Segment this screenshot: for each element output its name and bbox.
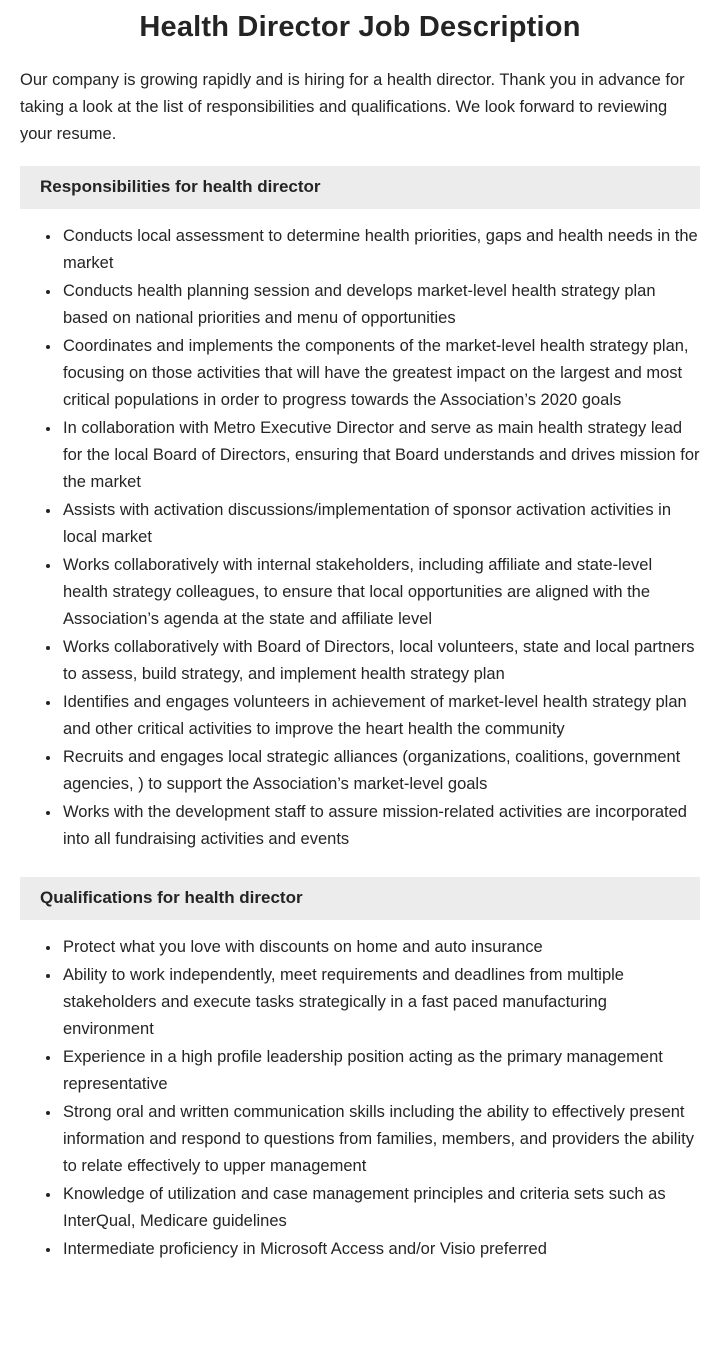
qualifications-section-header: Qualifications for health director <box>20 877 700 920</box>
responsibilities-section-header: Responsibilities for health director <box>20 166 700 209</box>
list-item: • Works collaboratively with internal stakeholders, including affiliate and state-level health strategy colleagues, to ensure that local opportunities are aligned with the Association’s agenda at the state and affiliate level <box>61 552 700 633</box>
list-item: • Experience in a high profile leadership position acting as the primary management representative <box>61 1044 700 1098</box>
list-item: • Works collaboratively with Board of Directors, local volunteers, state and local partners to assess, build strategy, and implement health strategy plan <box>61 634 700 688</box>
list-item: • Identifies and engages volunteers in achievement of market-level health strategy plan and other critical activities to improve the heart health the community <box>61 689 700 743</box>
responsibilities-section <box>20 166 700 853</box>
list-item: • Intermediate proficiency in Microsoft Access and/or Visio preferred <box>61 1236 700 1263</box>
qualifications-list <box>20 934 700 1263</box>
page-title: Health Director Job Description <box>139 11 581 43</box>
intro-paragraph: Our company is growing rapidly and is hiring for a health director. Thank you in advance for taking a look at the list of responsibilities and qualifications. We look forward to reviewing your resume. <box>20 70 685 143</box>
list-item: • Protect what you love with discounts on home and auto insurance <box>61 934 700 961</box>
list-item: • In collaboration with Metro Executive Director and serve as main health strategy lead for the local Board of Directors, ensuring that Board understands and drives mission for the market <box>61 415 700 496</box>
responsibilities-list <box>20 223 700 853</box>
qualifications-section <box>20 877 700 1263</box>
list-item: • Recruits and engages local strategic alliances (organizations, coalitions, government agencies, ) to support the Association’s market-level goals <box>61 744 700 798</box>
list-item: • Assists with activation discussions/implementation of sponsor activation activities in local market <box>61 497 700 551</box>
list-item: • Works with the development staff to assure mission-related activities are incorporated into all fundraising activities and events <box>61 799 700 853</box>
list-item: • Ability to work independently, meet requirements and deadlines from multiple stakeholders and execute tasks strategically in a fast paced manufacturing environment <box>61 962 700 1043</box>
list-item: • Coordinates and implements the components of the market-level health strategy plan, focusing on those activities that will have the greatest impact on the largest and most critical populations in order to progress towards the Association’s 2020 goals <box>61 333 700 414</box>
list-item: • Knowledge of utilization and case management principles and criteria sets such as InterQual, Medicare guidelines <box>61 1181 700 1235</box>
list-item: • Strong oral and written communication skills including the ability to effectively present information and respond to questions from families, members, and providers the ability to relate effectively to upper management <box>61 1099 700 1180</box>
list-item: • Conducts health planning session and develops market-level health strategy plan based on national priorities and menu of opportunities <box>61 278 700 332</box>
list-item: • Conducts local assessment to determine health priorities, gaps and health needs in the market <box>61 223 700 277</box>
